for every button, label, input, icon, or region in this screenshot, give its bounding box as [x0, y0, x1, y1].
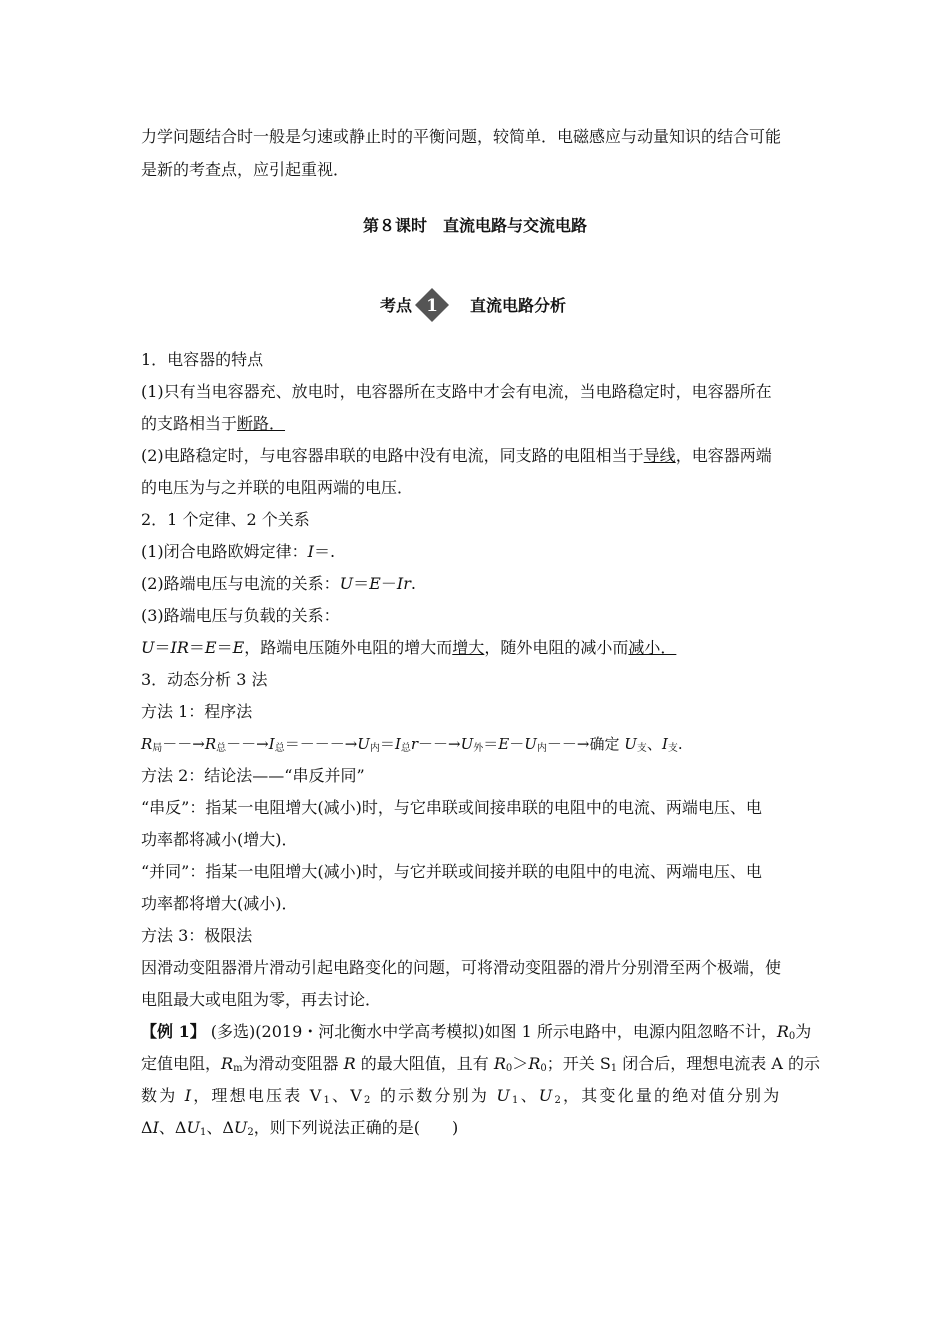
s1-p1a: (1)只有当电容器充、放电时，电容器所在支路中才会有电流，当电路稳定时，电容器所在 — [141, 382, 772, 401]
underlined-answer: 导线 — [643, 446, 676, 465]
s3-m2-line-4: 功率都将增大(减小)． — [141, 894, 298, 913]
kaodian-number-badge-icon — [414, 287, 450, 323]
s3-m3-line-2: 电阻最大或电阻为零，再去讨论． — [141, 990, 382, 1009]
s3-m2-line-1: “串反”：指某一电阻增大(减小)时，与它串联或间接串联的电阻中的电流、两端电压、电 — [141, 798, 762, 817]
lesson-title: 第８课时 直流电路与交流电路 — [362, 216, 587, 235]
kaodian-title: 直流电路分析 — [470, 296, 567, 315]
s3-method-2: 方法 2：结论法——“串反并同” — [141, 766, 365, 785]
s3-heading: 3．动态分析 3 法 — [141, 670, 268, 689]
s3-m2-line-3: “并同”：指某一电阻增大(减小)时，与它并联或间接并联的电阻中的电流、两端电压、电 — [141, 862, 762, 881]
s1-p1b: 的支路相当于断路． — [141, 414, 286, 433]
example-tag: 【例 1】 — [141, 1022, 206, 1041]
underlined-answer: 断路． — [237, 414, 286, 433]
s2-heading: 2．1 个定律、2 个关系 — [141, 510, 310, 529]
s3-method-3: 方法 3：极限法 — [141, 926, 253, 945]
s2-p4: U＝IR＝E＝E，路端电压随外电阻的增大而增大，随外电阻的减小而减小． — [141, 638, 677, 657]
s3-m3-line-1: 因滑动变阻器滑片滑动引起电路变化的问题，可将滑动变阻器的滑片分别滑至两个极端，使 — [141, 958, 782, 977]
underlined-answer: 增大 — [452, 638, 485, 657]
s1-p2b: 的电压为与之并联的电阻两端的电压． — [141, 478, 414, 497]
s3-method-1: 方法 1：程序法 — [141, 702, 253, 721]
s2-p1: (1)闭合电路欧姆定律：I＝. — [141, 542, 336, 561]
s1-heading: 1．电容器的特点 — [141, 350, 264, 369]
s2-p3: (3)路端电压与负载的关系： — [141, 606, 340, 625]
kaodian-label: 考点 — [380, 296, 413, 315]
underlined-answer: 减小． — [628, 638, 677, 657]
s2-p2: (2)路端电压与电流的关系：U＝E－Ir. — [141, 574, 416, 593]
intro-line-1: 力学问题结合时一般是匀速或静止时的平衡问题，较简单．电磁感应与动量知识的结合可能 — [141, 127, 782, 146]
s3-m2-line-2: 功率都将减小(增大)． — [141, 830, 298, 849]
example-line-4: ΔI、$\Delta U_1$、$\Delta U_2$，则下列说法正确的是( ) — [141, 1118, 459, 1138]
s3-flow-chain: $R_局--\to R_总--\to I_总=---\to U_内=I_总r--\to U_外=E-U_内--\to$确定 $U_支$、$I_支$. — [141, 735, 683, 754]
kaodian-number: 1 — [426, 296, 438, 316]
intro-line-2: 是新的考查点，应引起重视． — [141, 160, 350, 179]
kaodian-heading — [0, 287, 950, 323]
example-line-3: 数为 I，理想电压表 $V_1$、$V_2$ 的示数分别为 $U_1$、$U_2$，其变化量的绝对值分别为 — [141, 1086, 782, 1106]
example-line-2: 定值电阻，$R_m$为滑动变阻器 R 的最大阻值，且有 $R_0>R_0$；开关 $S_1$ 闭合后，理想电流表 A 的示 — [141, 1054, 820, 1074]
example-line-1: 【例 1】 (多选)(2019・河北衡水中学高考模拟)如图 1 所示电路中，电源内阻忽略不计，$R_0$为 — [141, 1022, 812, 1042]
s1-p2a: (2)电路稳定时，与电容器串联的电路中没有电流，同支路的电阻相当于导线，电容器两端 — [141, 446, 772, 465]
